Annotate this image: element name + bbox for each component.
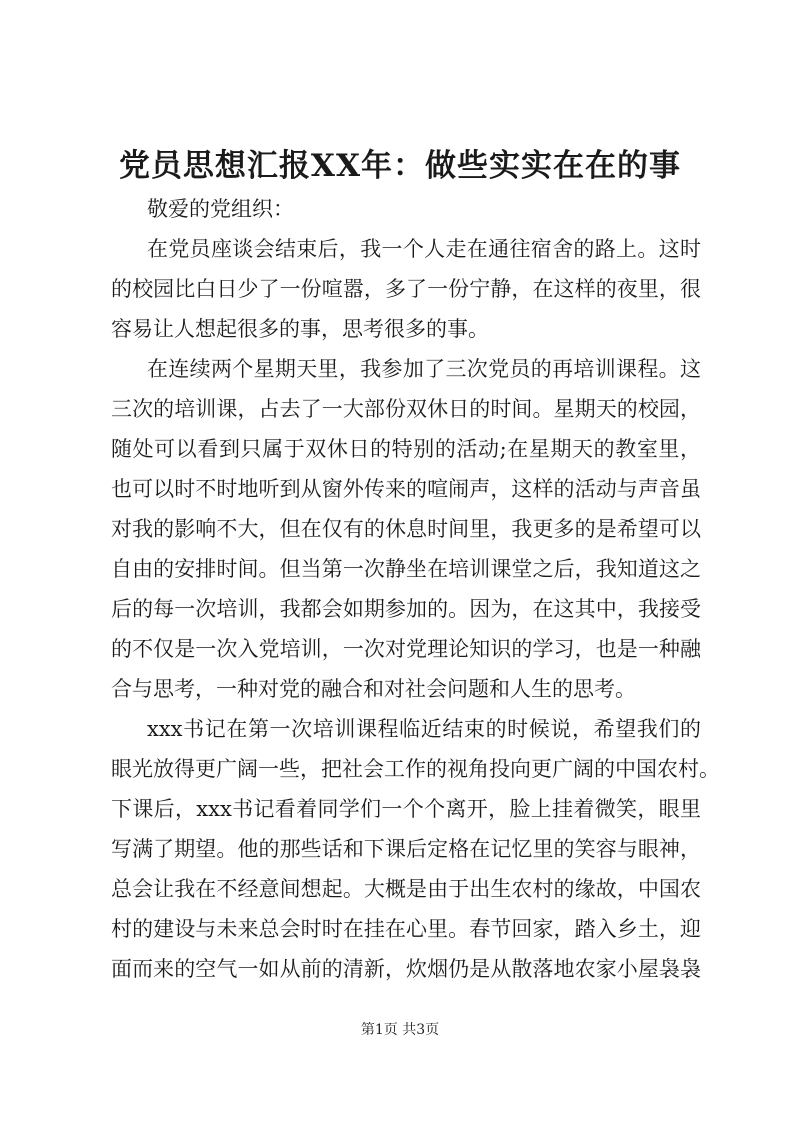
text-line: 对我的影响不大，但在仅有的休息时间里，我更多的是希望可以 — [111, 517, 701, 541]
page-footer: 第1页 共3页 — [360, 1022, 440, 1038]
text-line: xxx书记在第一次培训课程临近结束的时候说，希望我们的 — [147, 717, 701, 741]
text-line: 眼光放得更广阔一些，把社会工作的视角投向更广阔的中国农村。 — [111, 757, 720, 781]
text-line: 合与思考，一种对党的融合和对社会问题和人生的思考。 — [111, 677, 636, 701]
text-line: 村的建设与未来总会时时在挂在心里。春节回家，踏入乡土，迎 — [111, 917, 701, 941]
text-line: 自由的安排时间。但当第一次静坐在培训课堂之后，我知道这之 — [111, 557, 701, 581]
document-body — [111, 189, 720, 989]
text-line: 的不仅是一次入党培训，一次对党理论知识的学习，也是一种融 — [111, 637, 701, 661]
text-line: 容易让人想起很多的事，思考很多的事。 — [111, 317, 489, 341]
text-line: 在党员座谈会结束后，我一个人走在通往宿舍的路上。这时 — [147, 237, 701, 261]
text-line: 下课后，xxx书记看着同学们一个个离开，脸上挂着微笑，眼里 — [111, 797, 701, 821]
text-line: 总会让我在不经意间想起。大概是由于出生农村的缘故，中国农 — [111, 877, 701, 901]
text-line: 的校园比白日少了一份喧嚣，多了一份宁静，在这样的夜里，很 — [111, 277, 701, 301]
document-title: 党员思想汇报XX年：做些实实在在的事 — [118, 148, 682, 184]
text-line: 也可以时不时地听到从窗外传来的喧闹声，这样的活动与声音虽 — [111, 477, 701, 501]
text-line: 写满了期望。他的那些话和下课后定格在记忆里的笑容与眼神， — [111, 837, 701, 861]
text-line: 敬爱的党组织： — [147, 197, 294, 221]
text-line: 三次的培训课，占去了一大部份双休日的时间。星期天的校园， — [111, 397, 701, 421]
text-line: 在连续两个星期天里，我参加了三次党员的再培训课程。这 — [147, 357, 701, 381]
text-line: 面而来的空气一如从前的清新，炊烟仍是从散落地农家小屋袅袅 — [111, 957, 701, 981]
text-line: 随处可以看到只属于双休日的特别的活动;在星期天的教室里， — [111, 437, 701, 461]
text-line: 后的每一次培训，我都会如期参加的。因为，在这其中，我接受 — [111, 597, 701, 621]
